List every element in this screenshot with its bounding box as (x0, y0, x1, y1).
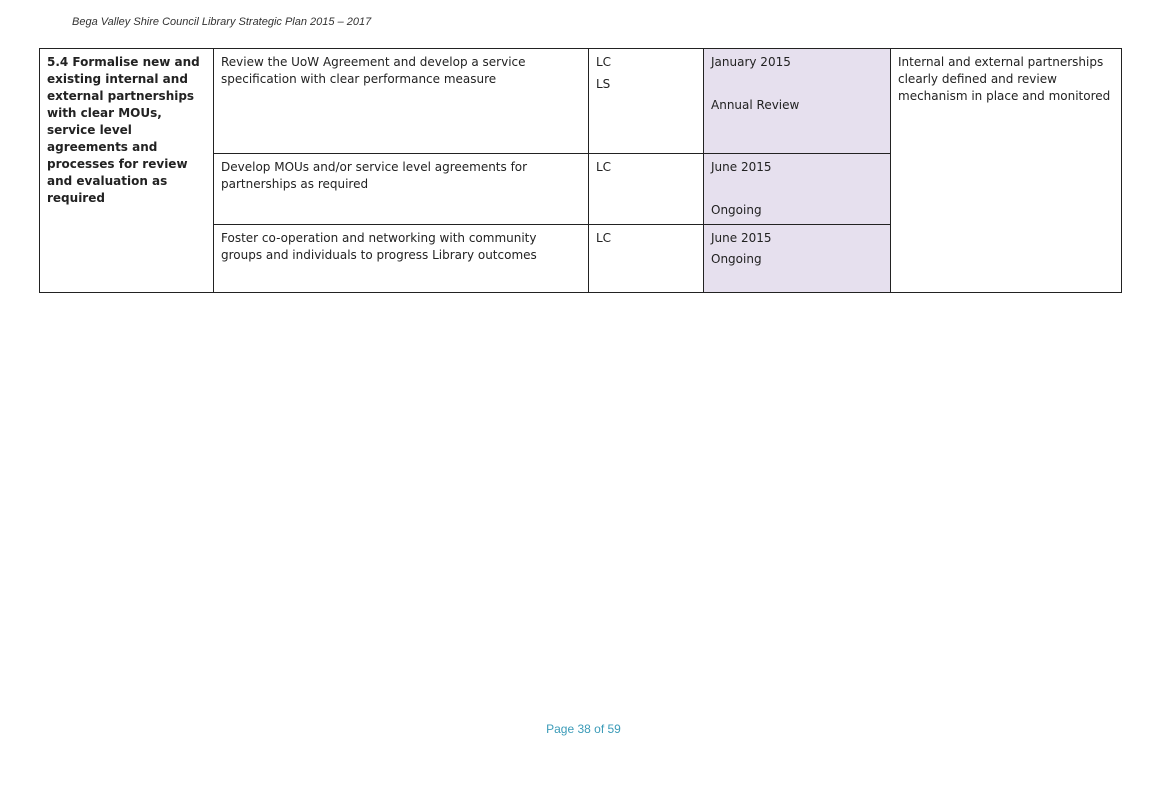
timeframe-review: Annual Review (711, 98, 800, 112)
responsibility-code: LS (596, 77, 611, 91)
responsibility-cell (589, 49, 704, 154)
strategic-plan-table (39, 48, 1122, 293)
objective-cell: 5.4 Formalise new and existing internal and external partnerships with clear MOUs, service level agreements and processes for review and evaluation as required (40, 49, 214, 293)
timeframe-cell (704, 154, 891, 225)
action-cell: Develop MOUs and/or service level agreements for partnerships as required (214, 154, 589, 225)
action-cell: Review the UoW Agreement and develop a service specification with clear performance measure (214, 49, 589, 154)
timeframe-start: June 2015 (711, 231, 772, 245)
timeframe-review: Ongoing (711, 252, 762, 266)
responsibility-code: LC (596, 55, 612, 69)
timeframe-cell (704, 49, 891, 154)
action-cell: Foster co-operation and networking with community groups and individuals to progress Library outcomes (214, 225, 589, 293)
responsibility-code: LC (596, 160, 612, 174)
timeframe-start: June 2015 (711, 160, 772, 174)
responsibility-cell (589, 154, 704, 225)
document-header-title: Bega Valley Shire Council Library Strategic Plan 2015 – 2017 (72, 16, 372, 28)
timeframe-review: Ongoing (711, 203, 762, 217)
timeframe-cell (704, 225, 891, 293)
timeframe-start: January 2015 (711, 55, 791, 69)
responsibility-code: LC (596, 231, 612, 245)
table-row (40, 49, 1122, 154)
page-number: Page 38 of 59 (546, 722, 621, 736)
responsibility-cell (589, 225, 704, 293)
outcome-cell: Internal and external partnerships clearly defined and review mechanism in place and monitored (891, 49, 1122, 293)
